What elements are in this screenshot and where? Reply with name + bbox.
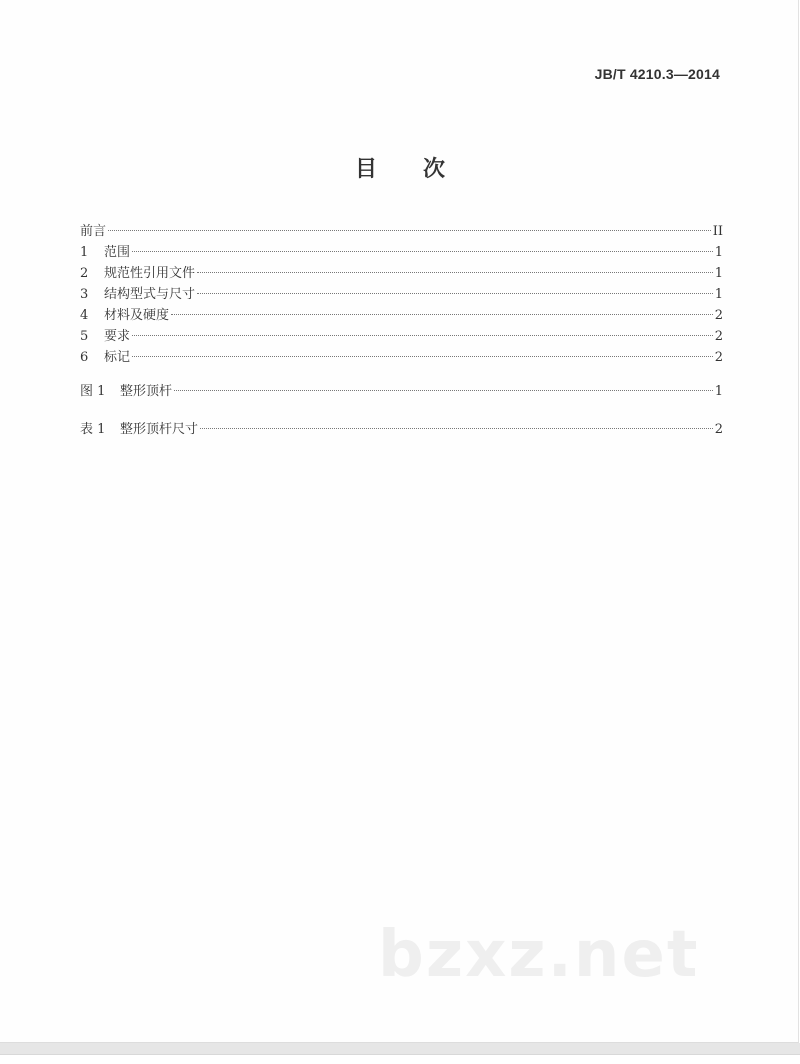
dot-leader <box>132 335 713 336</box>
toc-entry-number: 4 <box>80 308 89 323</box>
toc-entry-label: 整形顶杆 <box>120 384 173 399</box>
table-of-contents <box>80 221 723 440</box>
title-char-2: 次 <box>423 157 446 182</box>
toc-entry-label: 规范性引用文件 <box>104 266 196 281</box>
toc-entry-number: 表 1 <box>80 422 106 437</box>
toc-entry-page: 1 <box>714 245 723 260</box>
toc-entry-number: 6 <box>80 350 89 365</box>
toc-entry-page: 2 <box>714 329 723 344</box>
toc-entry-foreword[interactable] <box>80 221 723 242</box>
toc-entry-label: 材料及硬度 <box>104 308 170 323</box>
toc-entry-marking[interactable] <box>80 347 723 368</box>
toc-entry-number: 5 <box>80 329 89 344</box>
watermark: bzxz.net <box>378 918 700 992</box>
title-char-1: 目 <box>354 157 377 182</box>
dot-leader <box>132 251 713 252</box>
toc-entry-page: 2 <box>714 422 723 437</box>
toc-entry-page: 2 <box>714 350 723 365</box>
toc-entry-number: 1 <box>80 245 89 260</box>
toc-entry-figure-1[interactable] <box>80 381 723 402</box>
toc-entry-page: 1 <box>714 384 723 399</box>
toc-entry-number: 图 1 <box>80 384 106 399</box>
dot-leader <box>197 293 713 294</box>
dot-leader <box>197 272 713 273</box>
toc-entry-label: 整形顶杆尺寸 <box>120 422 199 437</box>
toc-entry-table-1[interactable] <box>80 419 723 440</box>
toc-entry-page: II <box>712 224 723 239</box>
page-bottom-edge <box>0 1043 800 1055</box>
toc-entry-structure-dimensions[interactable] <box>80 284 723 305</box>
toc-entry-scope[interactable] <box>80 242 723 263</box>
toc-entry-page: 1 <box>714 266 723 281</box>
toc-entry-number: 3 <box>80 287 89 302</box>
dot-leader <box>200 428 713 429</box>
toc-entry-label: 结构型式与尺寸 <box>104 287 196 302</box>
page-title <box>0 152 800 183</box>
toc-entry-normative-references[interactable] <box>80 263 723 284</box>
toc-entry-requirements[interactable] <box>80 326 723 347</box>
dot-leader <box>174 390 713 391</box>
toc-entry-material-hardness[interactable] <box>80 305 723 326</box>
toc-entry-label: 要求 <box>104 329 131 344</box>
dot-leader <box>108 230 711 231</box>
toc-entry-label: 范围 <box>104 245 131 260</box>
standard-code: JB/T 4210.3—2014 <box>594 66 720 82</box>
toc-entry-number: 2 <box>80 266 89 281</box>
dot-leader <box>171 314 713 315</box>
toc-entry-label: 标记 <box>104 350 131 365</box>
dot-leader <box>132 356 713 357</box>
toc-entry-label: 前言 <box>80 224 107 239</box>
toc-entry-page: 2 <box>714 308 723 323</box>
toc-entry-page: 1 <box>714 287 723 302</box>
